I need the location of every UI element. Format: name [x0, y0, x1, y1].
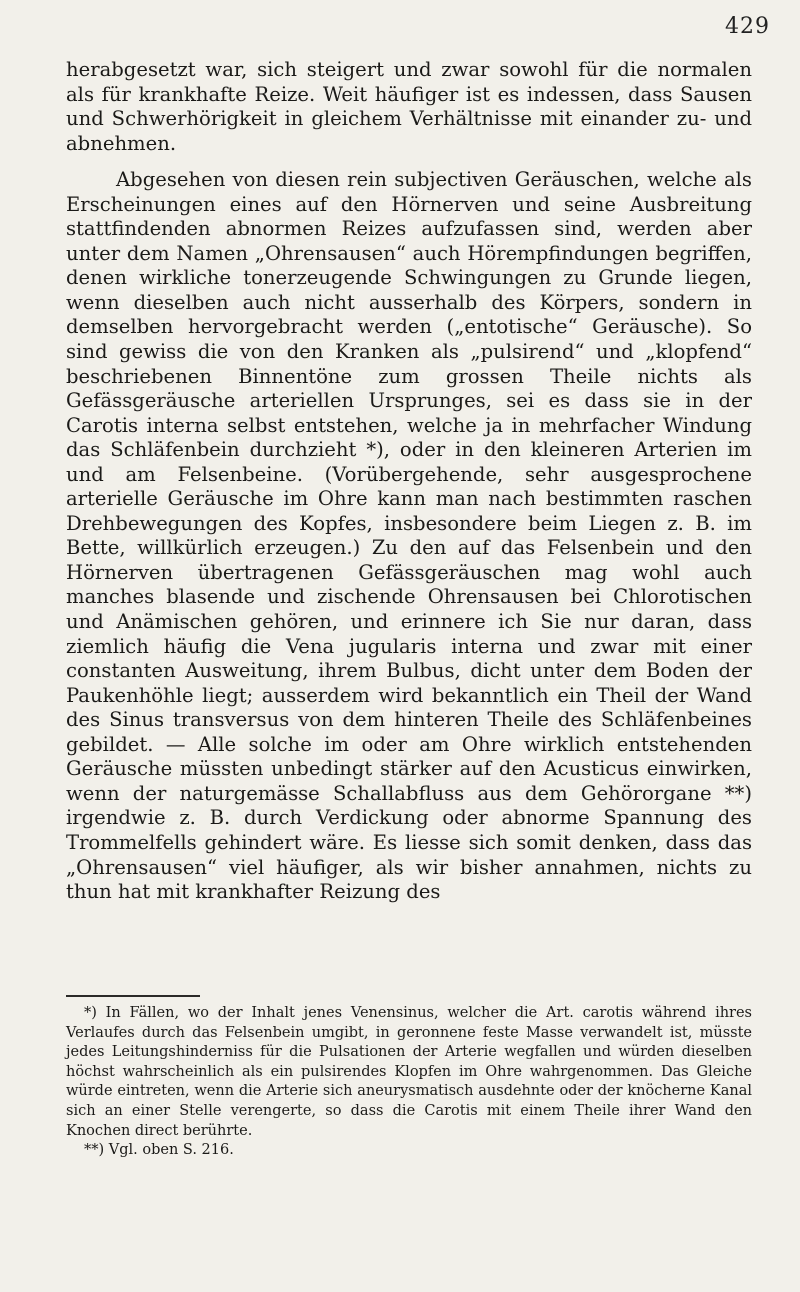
footnote-separator [66, 995, 200, 997]
paragraph-continuation: herabgesetzt war, sich steigert und zwar sowohl für die normalen als für krankhafte Reize. Weit häufiger ist es indessen, dass Sausen und Schwerhörigkeit in gleichem Verhältnisse mit einander zu- und abnehmen. [66, 58, 752, 155]
footnote-1: *) In Fällen, wo der Inhalt jenes Venensinus, welcher die Art. carotis während ihres Verlaufes durch das Felsenbein umgibt, in geronnene feste Masse verwandelt ist, müsste jedes Leitungshinderniss für die Pulsationen der Arterie wegfallen und würden dieselben höchst wahrscheinlich als ein pulsirendes Klopfen im Ohre wahrgenommen. Das Gleiche würde eintreten, wenn die Arterie sich aneurysmatisch ausdehnte oder der knöcherne Kanal sich an einer Stelle verengerte, so dass die Carotis mit einem Theile ihrer Wand den Knochen direct berührte. [66, 1005, 752, 1139]
body-text [66, 58, 752, 905]
paragraph-entotic-sounds: Abgesehen von diesen rein subjectiven Geräuschen, welche als Erscheinungen eines auf den Hörnerven und seine Ausbreitung stattfindenden abnormen Reizes aufzufassen sind, werden aber unter dem Namen „Ohrensausen“ auch Hörempfindungen begriffen, denen wirkliche tonerzeugende Schwingungen zu Grunde liegen, wenn dieselben auch nicht ausserhalb des Körpers, sondern in demselben hervorgebracht werden („entotische“ Geräusche). So sind gewiss die von den Kranken als „pulsirend“ und „klopfend“ beschriebenen Binnentöne zum grossen Theile nichts als Gefässgeräusche arteriellen Ursprunges, sei es dass sie in der Carotis interna selbst entstehen, welche ja in mehrfacher Windung das Schläfenbein durchzieht *), oder in den kleineren Arterien im und am Felsenbeine. (Vorübergehende, sehr ausgesprochene arterielle Geräusche im Ohre kann man nach bestimmten raschen Drehbewegungen des Kopfes, insbesondere beim Liegen z. B. im Bette, willkürlich erzeugen.) Zu den auf das Felsenbein und den Hörnerven übertragenen Gefässgeräuschen mag wohl auch manches blasende und zischende Ohrensausen bei Chlorotischen und Anämischen gehören, und erinnere ich Sie nur daran, dass ziemlich häufig die Vena jugularis interna und zwar mit einer constanten Ausweitung, ihrem Bulbus, dicht unter dem Boden der Paukenhöhle liegt; ausserdem wird bekanntlich ein Theil der Wand des Sinus transversus von dem hinteren Theile des Schläfenbeines gebildet. — Alle solche im oder am Ohre wirklich entstehenden Geräusche müssten unbedingt stärker auf den Acusticus einwirken, wenn der naturgemässe Schallabfluss aus dem Gehörorgane **) irgendwie z. B. durch Verdickung oder abnorme Spannung des Trommelfells gehindert wäre. Es liesse sich somit denken, dass das „Ohrensausen“ viel häufiger, als wir bisher annahmen, nichts zu thun hat mit krankhafter Reizung des [66, 168, 752, 904]
page-number: 429 [725, 14, 770, 39]
footnote-2: **) Vgl. oben S. 216. [84, 1142, 234, 1159]
footnotes [66, 1004, 752, 1161]
